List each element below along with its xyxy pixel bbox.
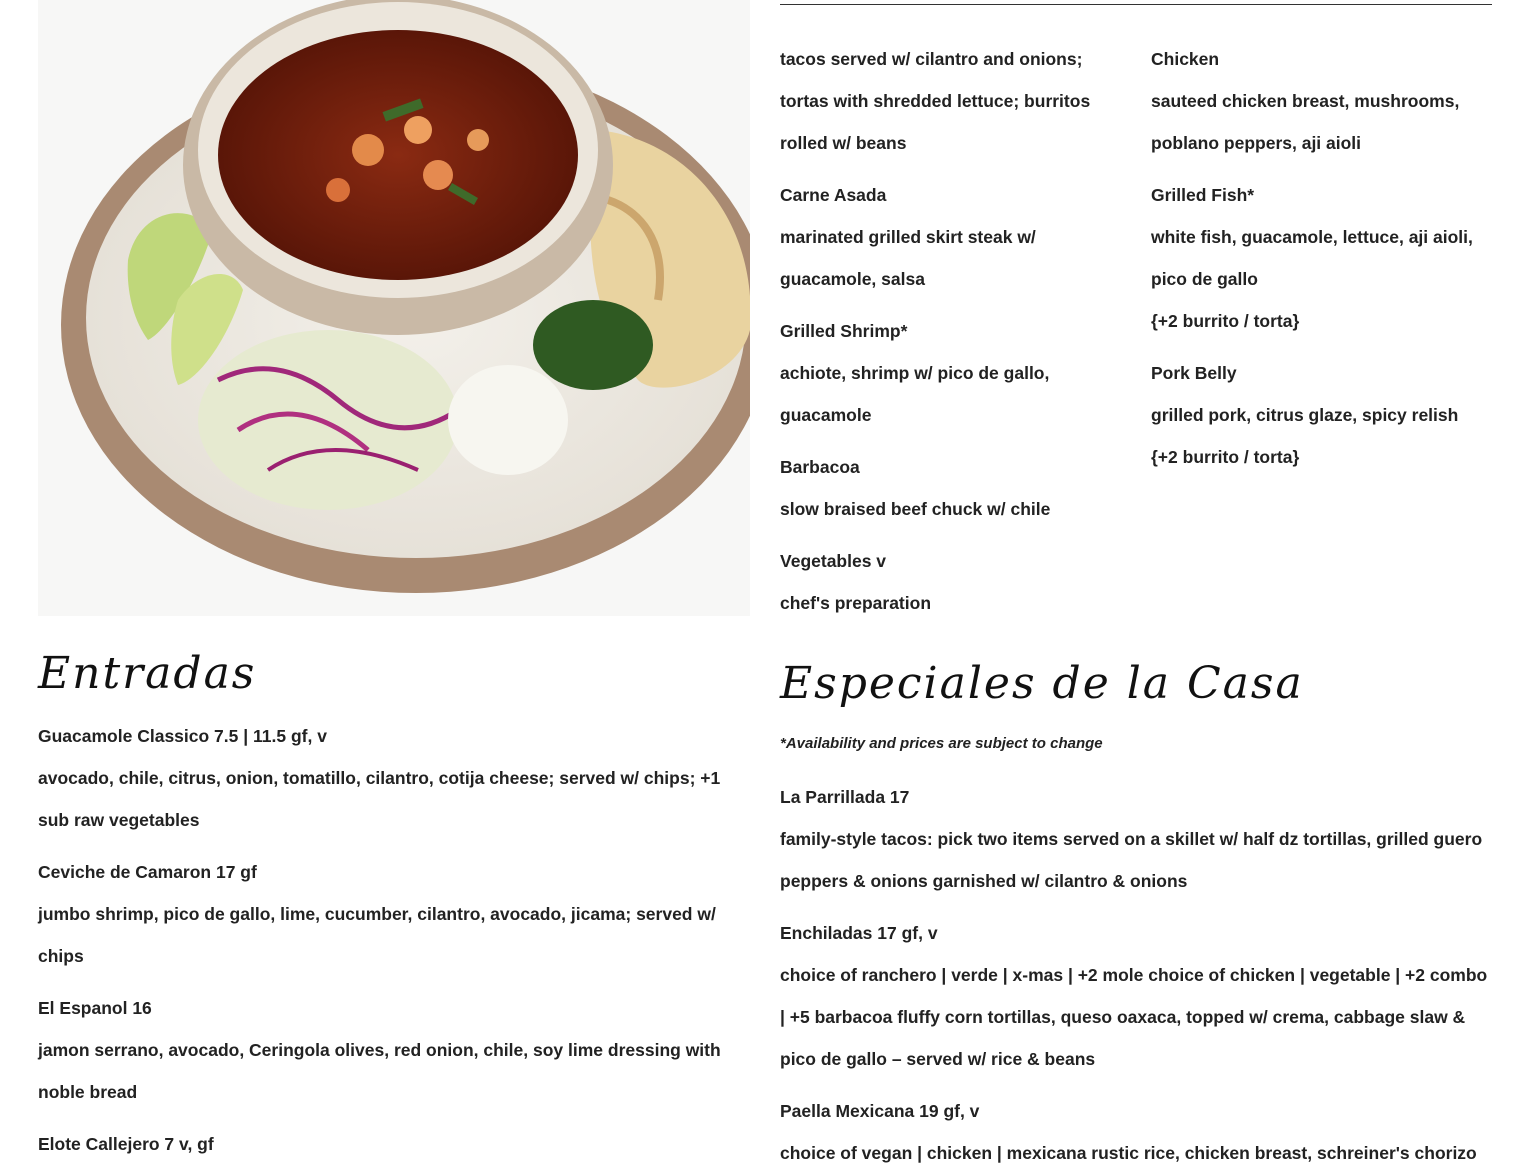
menu-item-name: Guacamole Classico 7.5 | 11.5 gf, v: [38, 726, 327, 746]
menu-item-desc: family-style tacos: pick two items served on a skillet w/ half dz tortillas, grilled guero peppers & onions garnished w/ cilantro & onions: [780, 829, 1483, 891]
filling-name: Grilled Fish*: [1151, 185, 1255, 205]
filling-desc: achiote, shrimp w/ pico de gallo,: [780, 363, 1050, 383]
food-photo: [38, 0, 750, 616]
menu-item-desc: choice of ranchero | verde | x-mas | +2 mole choice of chicken | vegetable | +2 combo | +5 barbacoa fluffy corn tortillas, queso oaxaca, topped w/ crema, cabbage slaw & pico de gallo – served w/ rice & beans: [780, 965, 1488, 1069]
filling-desc: pico de gallo: [1151, 269, 1258, 289]
filling-item: [780, 174, 1130, 300]
filling-item: [780, 310, 1130, 436]
filling-name: Vegetables v: [780, 551, 887, 571]
menu-item-desc: jamon serrano, avocado, Ceringola olives, red onion, chile, soy lime dressing with noble bread: [38, 1040, 721, 1102]
menu-item-name: El Espanol 16: [38, 998, 152, 1018]
filling-item: [1151, 352, 1496, 478]
fillings-column-right: [1151, 38, 1496, 478]
filling-desc: guacamole: [780, 405, 872, 425]
menu-item: [38, 1123, 750, 1165]
fillings-column-left: [780, 38, 1130, 624]
tacos-note-line: rolled w/ beans: [780, 133, 907, 153]
filling-desc: slow braised beef chuck w/ chile: [780, 499, 1051, 519]
especiales-list: [780, 776, 1492, 1174]
filling-item: [780, 446, 1130, 530]
filling-name: Chicken: [1151, 49, 1220, 69]
filling-upcharge: {+2 burrito / torta}: [1151, 311, 1300, 331]
filling-upcharge: {+2 burrito / torta}: [1151, 447, 1300, 467]
tacos-note-line: tortas with shredded lettuce; burritos: [780, 91, 1091, 111]
menu-item-name: La Parrillada 17: [780, 787, 910, 807]
filling-name: Carne Asada: [780, 185, 887, 205]
filling-desc: guacamole, salsa: [780, 269, 925, 289]
menu-item: [780, 1090, 1492, 1174]
top-divider: [780, 4, 1492, 5]
menu-item: [38, 851, 750, 977]
filling-desc: grilled pork, citrus glaze, spicy relish: [1151, 405, 1459, 425]
menu-item-desc: jumbo shrimp, pico de gallo, lime, cucumber, cilantro, avocado, jicama; served w/ chips: [38, 904, 716, 966]
filling-item: [1151, 38, 1496, 164]
filling-desc: poblano peppers, aji aioli: [1151, 133, 1362, 153]
menu-item-name: Paella Mexicana 19 gf, v: [780, 1101, 980, 1121]
section-title-entradas: Entradas: [38, 648, 257, 699]
tacos-note-line: tacos served w/ cilantro and onions;: [780, 49, 1083, 69]
section-title-especiales: Especiales de la Casa: [780, 658, 1304, 709]
menu-item: [780, 912, 1492, 1080]
filling-name: Pork Belly: [1151, 363, 1237, 383]
availability-note: *Availability and prices are subject to change: [780, 735, 1103, 752]
filling-desc: white fish, guacamole, lettuce, aji aioli,: [1151, 227, 1473, 247]
menu-item: [38, 987, 750, 1113]
menu-item-name: Ceviche de Camaron 17 gf: [38, 862, 257, 882]
filling-name: Grilled Shrimp*: [780, 321, 908, 341]
menu-item-name: Elote Callejero 7 v, gf: [38, 1134, 214, 1154]
pozole-plate-illustration: [38, 0, 750, 616]
filling-desc: sauteed chicken breast, mushrooms,: [1151, 91, 1460, 111]
filling-desc: marinated grilled skirt steak w/: [780, 227, 1036, 247]
menu-item-name: Enchiladas 17 gf, v: [780, 923, 938, 943]
filling-name: Barbacoa: [780, 457, 860, 477]
filling-desc: chef's preparation: [780, 593, 932, 613]
entradas-list: [38, 715, 750, 1165]
menu-item: [38, 715, 750, 841]
filling-item: [780, 540, 1130, 624]
menu-item: [780, 776, 1492, 902]
menu-item-desc: avocado, chile, citrus, onion, tomatillo, cilantro, cotija cheese; served w/ chips; +1 sub raw vegetables: [38, 768, 721, 830]
filling-item: [1151, 174, 1496, 342]
menu-item-desc: choice of vegan | chicken | mexicana rustic rice, chicken breast, schreiner's chorizo: [780, 1143, 1477, 1163]
